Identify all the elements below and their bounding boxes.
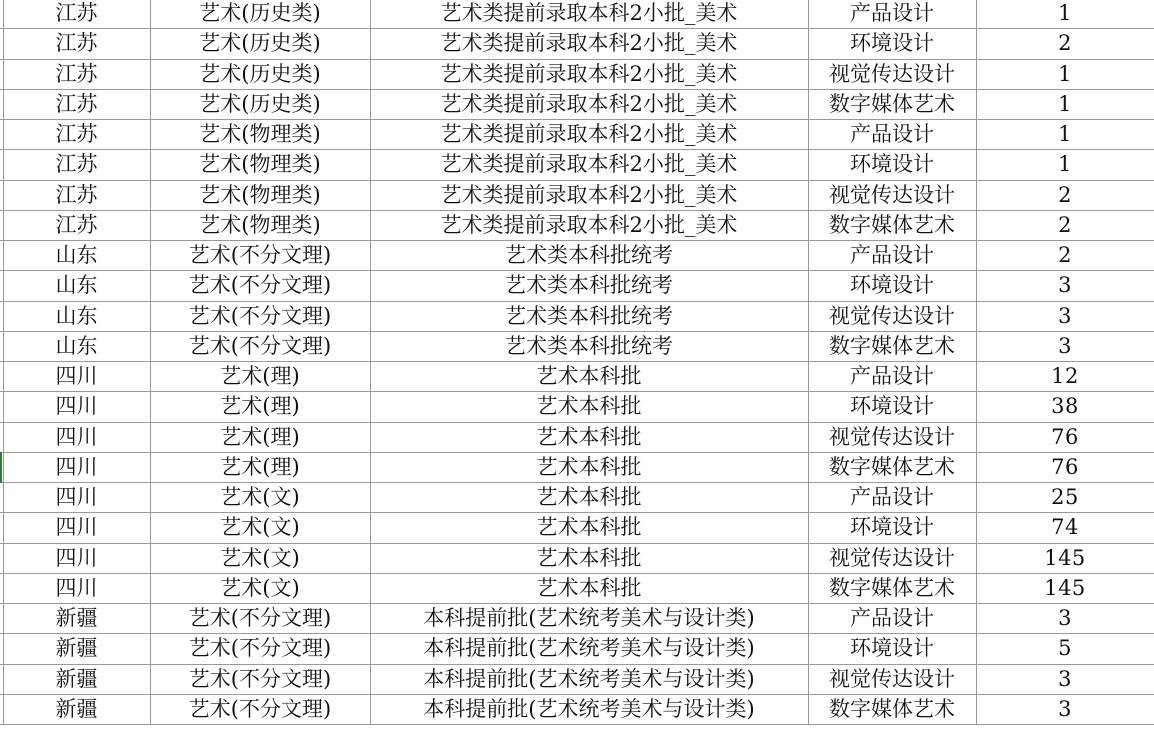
table-row bbox=[0, 59, 1154, 89]
cell-batch[interactable]: 艺术本科批 bbox=[370, 483, 808, 513]
cell-batch[interactable]: 艺术类提前录取本科2小批_美术 bbox=[370, 0, 808, 29]
cell-subject[interactable]: 艺术(不分文理) bbox=[150, 694, 370, 724]
cell-major[interactable]: 视觉传达设计 bbox=[808, 422, 976, 452]
cell-subject[interactable]: 艺术(文) bbox=[150, 543, 370, 573]
cell-province[interactable]: 四川 bbox=[3, 362, 150, 392]
table-row bbox=[0, 543, 1154, 573]
cell-subject[interactable]: 艺术(历史类) bbox=[150, 0, 370, 29]
cell-batch[interactable]: 本科提前批(艺术统考美术与设计类) bbox=[370, 694, 808, 724]
cell-province[interactable]: 四川 bbox=[3, 543, 150, 573]
cell-count[interactable]: 3 bbox=[976, 331, 1154, 361]
cell-count[interactable]: 3 bbox=[976, 301, 1154, 331]
cell-province[interactable]: 江苏 bbox=[3, 29, 150, 59]
cell-count[interactable]: 1 bbox=[976, 89, 1154, 119]
table-row bbox=[0, 362, 1154, 392]
cell-province[interactable]: 山东 bbox=[3, 331, 150, 361]
cell-province[interactable]: 四川 bbox=[3, 452, 150, 482]
cell-batch[interactable]: 本科提前批(艺术统考美术与设计类) bbox=[370, 634, 808, 664]
cell-batch[interactable]: 艺术本科批 bbox=[370, 543, 808, 573]
cell-batch[interactable]: 艺术本科批 bbox=[370, 452, 808, 482]
cell-batch[interactable]: 艺术类提前录取本科2小批_美术 bbox=[370, 180, 808, 210]
cell-count[interactable]: 1 bbox=[976, 0, 1154, 29]
cell-count[interactable]: 25 bbox=[976, 483, 1154, 513]
cell-subject[interactable]: 艺术(文) bbox=[150, 573, 370, 603]
cell-subject[interactable]: 艺术(理) bbox=[150, 392, 370, 422]
cell-province[interactable]: 江苏 bbox=[3, 120, 150, 150]
cell-subject[interactable]: 艺术(物理类) bbox=[150, 150, 370, 180]
cell-major[interactable]: 视觉传达设计 bbox=[808, 180, 976, 210]
cell-major[interactable]: 视觉传达设计 bbox=[808, 301, 976, 331]
cell-count[interactable]: 1 bbox=[976, 150, 1154, 180]
cell-count[interactable]: 74 bbox=[976, 513, 1154, 543]
table-row bbox=[0, 150, 1154, 180]
cell-major[interactable]: 数字媒体艺术 bbox=[808, 573, 976, 603]
cell-major[interactable]: 视觉传达设计 bbox=[808, 543, 976, 573]
cell-major[interactable]: 视觉传达设计 bbox=[808, 664, 976, 694]
cell-count[interactable]: 3 bbox=[976, 604, 1154, 634]
cell-count[interactable]: 2 bbox=[976, 180, 1154, 210]
cell-province[interactable]: 江苏 bbox=[3, 59, 150, 89]
cell-province[interactable]: 四川 bbox=[3, 422, 150, 452]
cell-subject[interactable]: 艺术(文) bbox=[150, 483, 370, 513]
cell-count[interactable]: 2 bbox=[976, 241, 1154, 271]
cell-count[interactable]: 1 bbox=[976, 59, 1154, 89]
table-row bbox=[0, 452, 1154, 482]
cell-major[interactable]: 数字媒体艺术 bbox=[808, 452, 976, 482]
table-row bbox=[0, 513, 1154, 543]
cell-major[interactable]: 环境设计 bbox=[808, 150, 976, 180]
cell-subject[interactable]: 艺术(不分文理) bbox=[150, 604, 370, 634]
cell-count[interactable]: 38 bbox=[976, 392, 1154, 422]
table-row bbox=[0, 483, 1154, 513]
table-row bbox=[0, 271, 1154, 301]
cell-subject[interactable]: 艺术(历史类) bbox=[150, 89, 370, 119]
cell-subject[interactable]: 艺术(不分文理) bbox=[150, 241, 370, 271]
table-row bbox=[0, 604, 1154, 634]
table-row bbox=[0, 241, 1154, 271]
cell-major[interactable]: 产品设计 bbox=[808, 0, 976, 29]
cell-major[interactable]: 数字媒体艺术 bbox=[808, 89, 976, 119]
cell-province[interactable]: 新疆 bbox=[3, 604, 150, 634]
cell-subject[interactable]: 艺术(物理类) bbox=[150, 210, 370, 240]
table-row bbox=[0, 392, 1154, 422]
cell-province[interactable]: 四川 bbox=[3, 513, 150, 543]
cell-batch[interactable]: 艺术类提前录取本科2小批_美术 bbox=[370, 150, 808, 180]
cell-major[interactable]: 产品设计 bbox=[808, 241, 976, 271]
table-row bbox=[0, 180, 1154, 210]
cell-major[interactable]: 环境设计 bbox=[808, 634, 976, 664]
cell-major[interactable]: 环境设计 bbox=[808, 29, 976, 59]
cell-batch[interactable]: 艺术类提前录取本科2小批_美术 bbox=[370, 29, 808, 59]
cell-batch[interactable]: 艺术类提前录取本科2小批_美术 bbox=[370, 210, 808, 240]
cell-province[interactable]: 新疆 bbox=[3, 694, 150, 724]
cell-batch[interactable]: 艺术类本科批统考 bbox=[370, 241, 808, 271]
cell-batch[interactable]: 艺术本科批 bbox=[370, 513, 808, 543]
cell-major[interactable]: 视觉传达设计 bbox=[808, 59, 976, 89]
cell-batch[interactable]: 艺术类本科批统考 bbox=[370, 331, 808, 361]
cell-batch[interactable]: 艺术本科批 bbox=[370, 392, 808, 422]
cell-batch[interactable]: 艺术类提前录取本科2小批_美术 bbox=[370, 120, 808, 150]
cell-major[interactable]: 环境设计 bbox=[808, 271, 976, 301]
cell-major[interactable]: 数字媒体艺术 bbox=[808, 210, 976, 240]
table-row bbox=[0, 89, 1154, 119]
cell-province[interactable]: 江苏 bbox=[3, 180, 150, 210]
cell-subject[interactable]: 艺术(理) bbox=[150, 422, 370, 452]
cell-major[interactable]: 产品设计 bbox=[808, 362, 976, 392]
cell-count[interactable]: 76 bbox=[976, 452, 1154, 482]
cell-subject[interactable]: 艺术(理) bbox=[150, 362, 370, 392]
cell-count[interactable]: 76 bbox=[976, 422, 1154, 452]
cell-subject[interactable]: 艺术(理) bbox=[150, 452, 370, 482]
cell-batch[interactable]: 艺术类提前录取本科2小批_美术 bbox=[370, 89, 808, 119]
cell-province[interactable]: 江苏 bbox=[3, 89, 150, 119]
cell-count[interactable]: 12 bbox=[976, 362, 1154, 392]
cell-province[interactable]: 四川 bbox=[3, 392, 150, 422]
cell-province[interactable]: 四川 bbox=[3, 483, 150, 513]
cell-major[interactable]: 产品设计 bbox=[808, 483, 976, 513]
table-row bbox=[0, 0, 1154, 29]
cell-count[interactable]: 2 bbox=[976, 210, 1154, 240]
table-row bbox=[0, 422, 1154, 452]
cell-count[interactable]: 1 bbox=[976, 120, 1154, 150]
table-row bbox=[0, 634, 1154, 664]
cell-count[interactable]: 3 bbox=[976, 271, 1154, 301]
table-row bbox=[0, 301, 1154, 331]
cell-batch[interactable]: 艺术类本科批统考 bbox=[370, 271, 808, 301]
cell-subject[interactable]: 艺术(物理类) bbox=[150, 180, 370, 210]
cell-subject[interactable]: 艺术(不分文理) bbox=[150, 634, 370, 664]
table-row bbox=[0, 120, 1154, 150]
cell-province[interactable]: 新疆 bbox=[3, 664, 150, 694]
cell-province[interactable]: 江苏 bbox=[3, 210, 150, 240]
cell-subject[interactable]: 艺术(不分文理) bbox=[150, 301, 370, 331]
cell-subject[interactable]: 艺术(文) bbox=[150, 513, 370, 543]
cell-count[interactable]: 3 bbox=[976, 694, 1154, 724]
cell-batch[interactable]: 艺术本科批 bbox=[370, 362, 808, 392]
cell-province[interactable]: 江苏 bbox=[3, 150, 150, 180]
cell-batch[interactable]: 艺术类本科批统考 bbox=[370, 301, 808, 331]
cell-province[interactable]: 四川 bbox=[3, 573, 150, 603]
cell-batch[interactable]: 艺术本科批 bbox=[370, 573, 808, 603]
cell-subject[interactable]: 艺术(不分文理) bbox=[150, 331, 370, 361]
cell-major[interactable]: 产品设计 bbox=[808, 604, 976, 634]
cell-batch[interactable]: 本科提前批(艺术统考美术与设计类) bbox=[370, 664, 808, 694]
cell-count[interactable]: 145 bbox=[976, 573, 1154, 603]
cell-major[interactable]: 环境设计 bbox=[808, 392, 976, 422]
table-row bbox=[0, 331, 1154, 361]
cell-province[interactable]: 山东 bbox=[3, 271, 150, 301]
cell-province[interactable]: 山东 bbox=[3, 241, 150, 271]
cell-count[interactable]: 3 bbox=[976, 664, 1154, 694]
table-row bbox=[0, 210, 1154, 240]
cell-major[interactable]: 数字媒体艺术 bbox=[808, 331, 976, 361]
cell-subject[interactable]: 艺术(物理类) bbox=[150, 120, 370, 150]
cell-count[interactable]: 145 bbox=[976, 543, 1154, 573]
cell-subject[interactable]: 艺术(历史类) bbox=[150, 59, 370, 89]
table-row bbox=[0, 29, 1154, 59]
cell-batch[interactable]: 本科提前批(艺术统考美术与设计类) bbox=[370, 604, 808, 634]
cell-batch[interactable]: 艺术类提前录取本科2小批_美术 bbox=[370, 59, 808, 89]
cell-province[interactable]: 山东 bbox=[3, 301, 150, 331]
table-row bbox=[0, 664, 1154, 694]
active-row-marker bbox=[0, 452, 2, 482]
cell-subject[interactable]: 艺术(不分文理) bbox=[150, 271, 370, 301]
cell-count[interactable]: 5 bbox=[976, 634, 1154, 664]
cell-major[interactable]: 数字媒体艺术 bbox=[808, 694, 976, 724]
cell-batch[interactable]: 艺术本科批 bbox=[370, 422, 808, 452]
cell-province[interactable]: 江苏 bbox=[3, 0, 150, 29]
cell-subject[interactable]: 艺术(不分文理) bbox=[150, 664, 370, 694]
cell-count[interactable]: 2 bbox=[976, 29, 1154, 59]
table-row bbox=[0, 573, 1154, 603]
table-row bbox=[0, 694, 1154, 724]
cell-major[interactable]: 产品设计 bbox=[808, 120, 976, 150]
cell-province[interactable]: 新疆 bbox=[3, 634, 150, 664]
cell-subject[interactable]: 艺术(历史类) bbox=[150, 29, 370, 59]
cell-major[interactable]: 环境设计 bbox=[808, 513, 976, 543]
